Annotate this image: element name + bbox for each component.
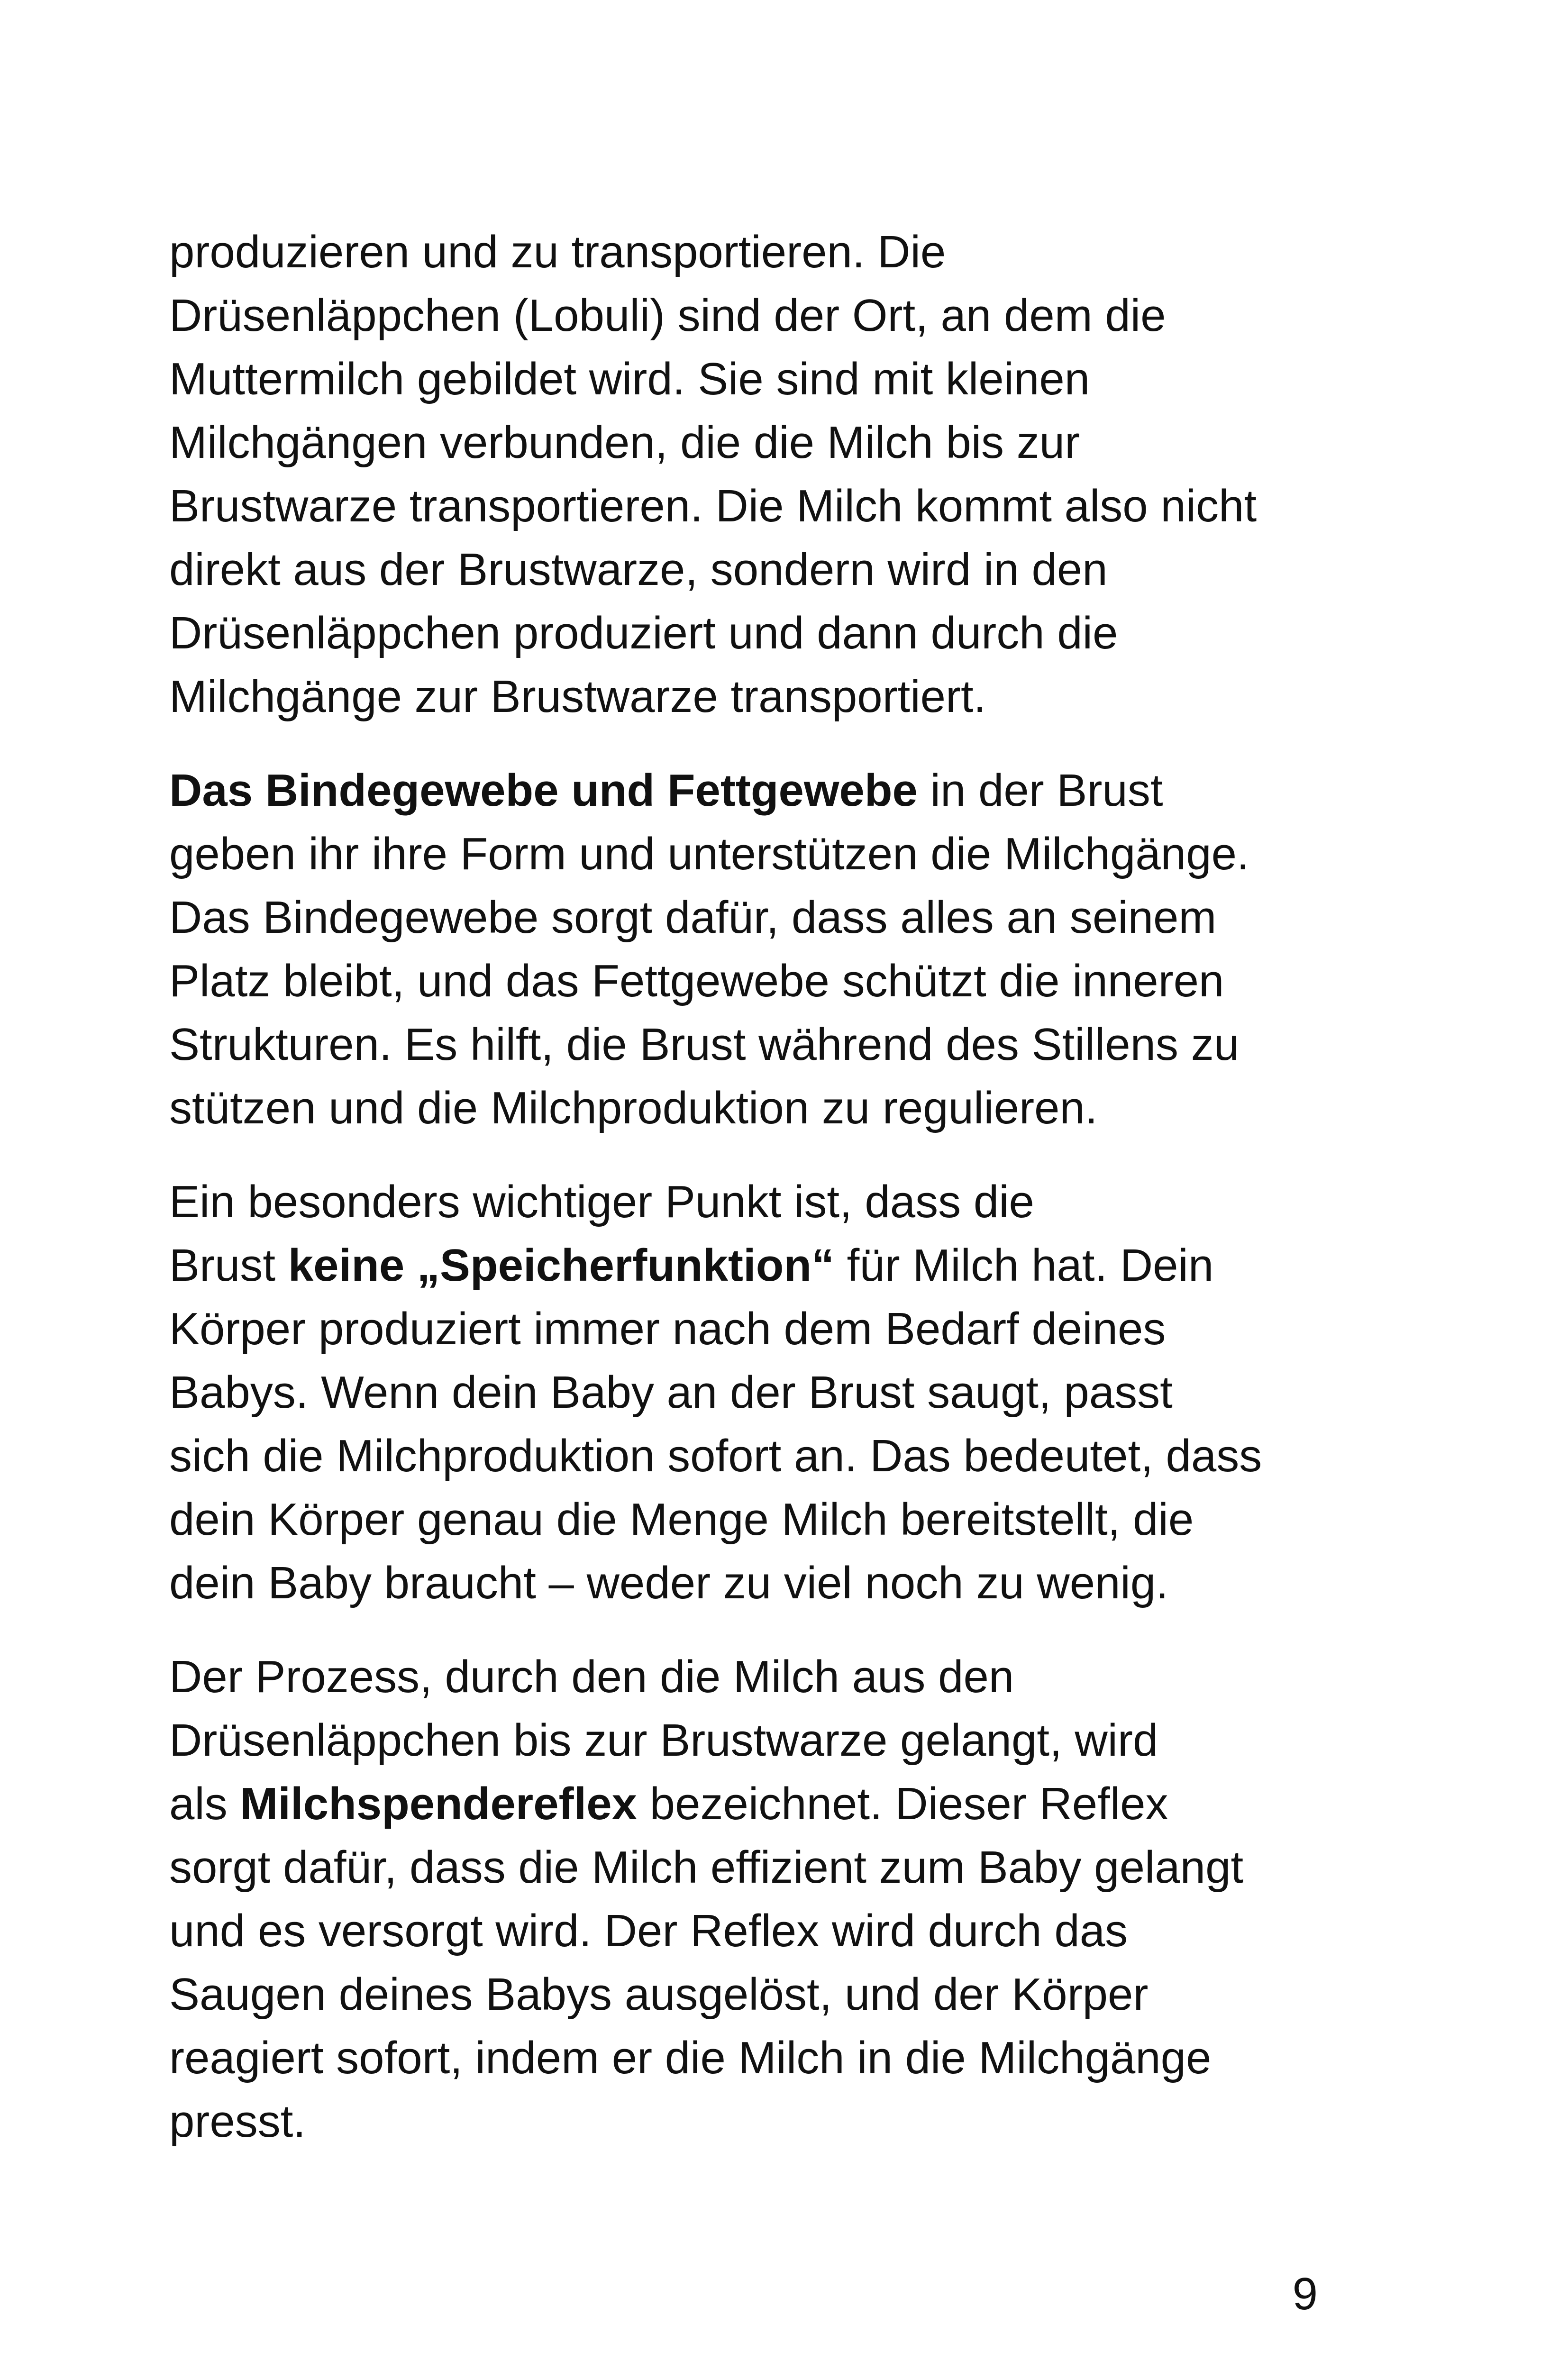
text-segment: für Milch hat. Dein bbox=[834, 1240, 1214, 1291]
text-line bbox=[169, 1234, 1335, 1297]
text-segment: Drüsenläppchen (Lobuli) sind der Ort, an dem die bbox=[169, 290, 1166, 341]
page-number: 9 bbox=[1292, 2269, 1318, 2319]
text-line bbox=[169, 822, 1335, 886]
text-line bbox=[169, 1361, 1335, 1424]
text-segment: Der Prozess, durch den die Milch aus den bbox=[169, 1651, 1014, 1702]
text-line bbox=[169, 474, 1335, 538]
text-segment: Ein besonders wichtiger Punkt ist, dass die bbox=[169, 1176, 1034, 1227]
text-segment: produzieren und zu transportieren. Die bbox=[169, 227, 946, 277]
text-line bbox=[169, 1709, 1335, 1772]
body-text bbox=[169, 220, 1335, 2184]
text-segment: Drüsenläppchen bis zur Brustwarze gelangt, wird bbox=[169, 1715, 1158, 1766]
text-segment: Platz bleibt, und das Fettgewebe schützt die inneren bbox=[169, 956, 1224, 1006]
text-segment: Saugen deines Babys ausgelöst, und der Körper bbox=[169, 1969, 1149, 2020]
text-segment: reagiert sofort, indem er die Milch in die Milchgänge bbox=[169, 2033, 1212, 2083]
bold-text-segment: Milchspendereflex bbox=[240, 1778, 637, 1829]
text-segment: Milchgänge zur Brustwarze transportiert. bbox=[169, 671, 986, 722]
text-line bbox=[169, 665, 1335, 729]
bold-text-segment: keine „Speicherfunktion“ bbox=[288, 1240, 834, 1291]
text-line bbox=[169, 602, 1335, 665]
text-segment: Körper produziert immer nach dem Bedarf deines bbox=[169, 1304, 1166, 1354]
paragraph bbox=[169, 759, 1335, 1140]
text-line bbox=[169, 1645, 1335, 1709]
text-line bbox=[169, 1899, 1335, 1963]
text-line bbox=[169, 1551, 1335, 1615]
text-segment: als bbox=[169, 1778, 240, 1829]
text-segment: presst. bbox=[169, 2096, 306, 2147]
text-segment: Brustwarze transportieren. Die Milch kommt also nicht bbox=[169, 481, 1257, 531]
text-line bbox=[169, 538, 1335, 602]
text-segment: Muttermilch gebildet wird. Sie sind mit kleinen bbox=[169, 354, 1090, 404]
text-line bbox=[169, 2090, 1335, 2153]
text-segment: Drüsenläppchen produziert und dann durch die bbox=[169, 608, 1118, 658]
text-segment: dein Körper genau die Menge Milch bereitstellt, die bbox=[169, 1494, 1194, 1545]
paragraph bbox=[169, 220, 1335, 729]
paragraph bbox=[169, 1645, 1335, 2153]
text-segment: sorgt dafür, dass die Milch effizient zum Baby gelangt bbox=[169, 1842, 1244, 1893]
text-line bbox=[169, 284, 1335, 347]
text-line bbox=[169, 886, 1335, 949]
text-segment: Brust bbox=[169, 1240, 288, 1291]
text-segment: direkt aus der Brustwarze, sondern wird in den bbox=[169, 544, 1108, 595]
text-line bbox=[169, 347, 1335, 411]
text-segment: dein Baby braucht – weder zu viel noch zu wenig. bbox=[169, 1558, 1168, 1608]
text-segment: Das Bindegewebe sorgt dafür, dass alles an seinem bbox=[169, 892, 1217, 943]
text-line bbox=[169, 2026, 1335, 2090]
text-line bbox=[169, 220, 1335, 284]
text-segment: stützen und die Milchproduktion zu regulieren. bbox=[169, 1083, 1098, 1133]
paragraph bbox=[169, 1170, 1335, 1615]
text-line bbox=[169, 949, 1335, 1013]
text-line bbox=[169, 1488, 1335, 1551]
text-line bbox=[169, 1170, 1335, 1234]
text-segment: Babys. Wenn dein Baby an der Brust saugt, passt bbox=[169, 1367, 1173, 1418]
text-segment: sich die Milchproduktion sofort an. Das bedeutet, dass bbox=[169, 1431, 1262, 1481]
text-line bbox=[169, 1772, 1335, 1836]
text-line bbox=[169, 411, 1335, 474]
text-segment: und es versorgt wird. Der Reflex wird durch das bbox=[169, 1905, 1128, 1956]
text-line bbox=[169, 1963, 1335, 2026]
text-line bbox=[169, 1424, 1335, 1488]
text-segment: Strukturen. Es hilft, die Brust während des Stillens zu bbox=[169, 1019, 1240, 1070]
text-line bbox=[169, 1297, 1335, 1361]
text-segment: in der Brust bbox=[917, 765, 1163, 816]
text-line bbox=[169, 1836, 1335, 1899]
text-segment: bezeichnet. Dieser Reflex bbox=[637, 1778, 1168, 1829]
bold-text-segment: Das Bindegewebe und Fettgewebe bbox=[169, 765, 918, 816]
text-line bbox=[169, 1013, 1335, 1076]
text-segment: Milchgängen verbunden, die die Milch bis zur bbox=[169, 417, 1080, 468]
text-segment: geben ihr ihre Form und unterstützen die Milchgänge. bbox=[169, 829, 1249, 879]
text-line bbox=[169, 759, 1335, 822]
text-line bbox=[169, 1076, 1335, 1140]
